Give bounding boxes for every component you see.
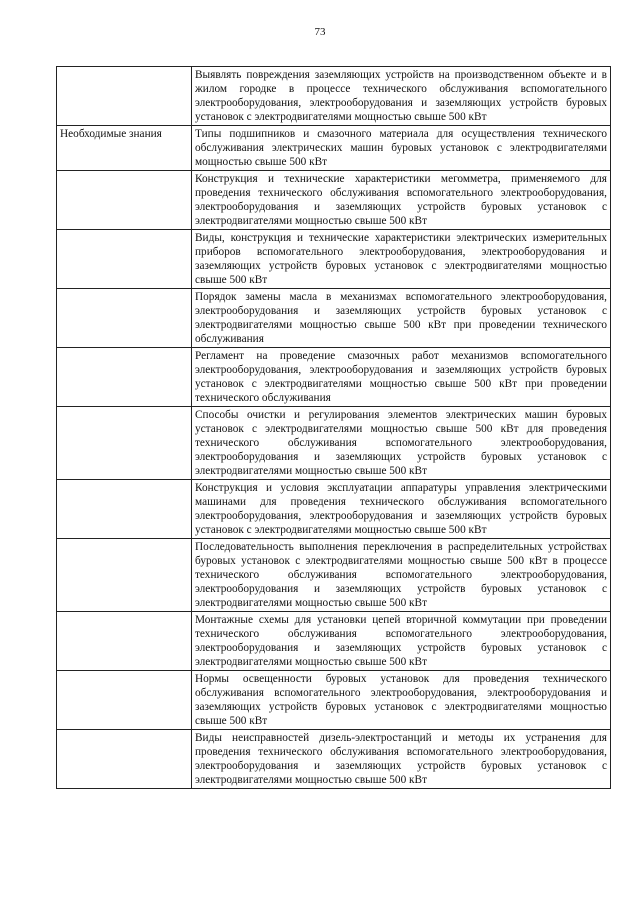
- table-row: [57, 171, 611, 230]
- page-number: 73: [314, 26, 326, 38]
- row-label: [57, 539, 192, 612]
- row-label: [57, 289, 192, 348]
- row-label: [57, 171, 192, 230]
- row-description: Порядок замены масла в механизмах вспомогательного электрооборудования, электрооборудования и заземляющих устройств буровых установок с электродвигателями мощностью свыше 500 кВт при проведении технического обслуживания: [192, 289, 611, 348]
- row-description: Конструкция и технические характеристики мегомметра, применяемого для проведения технического обслуживания вспомогательного электрооборудования, электрооборудования и заземляющих устройств буровых установок с электродвигателями мощностью свыше 500 кВт: [192, 171, 611, 230]
- row-label: [57, 348, 192, 407]
- row-label: [57, 407, 192, 480]
- table-row: [57, 539, 611, 612]
- row-label: Необходимые знания: [57, 126, 192, 171]
- row-description: Регламент на проведение смазочных работ механизмов вспомогательного электрооборудования, электрооборудования и заземляющих устройств буровых установок с электродвигателями мощностью свыше 500 кВт при проведении технического обслуживания: [192, 348, 611, 407]
- row-label: [57, 230, 192, 289]
- table-row: [57, 671, 611, 730]
- row-label: [57, 671, 192, 730]
- table-row: [57, 480, 611, 539]
- row-description: Монтажные схемы для установки цепей вторичной коммутации при проведении технического обслуживания вспомогательного электрооборудования, электрооборудования и заземляющих устройств буровых установок с электродвигателями мощностью свыше 500 кВт: [192, 612, 611, 671]
- row-description: Виды, конструкция и технические характеристики электрических измерительных приборов вспомогательного электрооборудования, электрооборудования и заземляющих устройств буровых установок с электродвигателями мощностью свыше 500 кВт: [192, 230, 611, 289]
- table-row: [57, 230, 611, 289]
- table-row: [57, 289, 611, 348]
- table-row: [57, 348, 611, 407]
- row-description: Типы подшипников и смазочного материала для осуществления технического обслуживания электрических машин буровых установок с электродвигателями мощностью свыше 500 кВт: [192, 126, 611, 171]
- table-row: [57, 612, 611, 671]
- row-description: Нормы освещенности буровых установок для проведения технического обслуживания вспомогательного электрооборудования, электрооборудования и заземляющих устройств буровых установок с электродвигателями мощностью свыше 500 кВт: [192, 671, 611, 730]
- row-description: Последовательность выполнения переключения в распределительных устройствах буровых установок с электродвигателями мощностью свыше 500 кВт в процессе технического обслуживания вспомогательного электрооборудования, электрооборудования и заземляющих устройств буровых установок с электродвигателями мощностью свыше 500 кВт: [192, 539, 611, 612]
- row-label: [57, 612, 192, 671]
- row-description: Выявлять повреждения заземляющих устройств на производственном объекте и в жилом городке в процессе технического обслуживания вспомогательного электрооборудования, электрооборудования и заземляющих устройств буровых установок с электродвигателями мощностью свыше 500 кВт: [192, 67, 611, 126]
- table-row: [57, 407, 611, 480]
- table-row: [57, 126, 611, 171]
- knowledge-table: [56, 66, 611, 789]
- table-row: [57, 67, 611, 126]
- row-label: [57, 480, 192, 539]
- row-description: Способы очистки и регулирования элементов электрических машин буровых установок с электродвигателями мощностью свыше 500 кВт для проведения технического обслуживания вспомогательного электрооборудования, электрооборудования и заземляющих устройств буровых установок с электродвигателями мощностью свыше 500 кВт: [192, 407, 611, 480]
- row-description: Виды неисправностей дизель-электростанций и методы их устранения для проведения технического обслуживания вспомогательного электрооборудования, электрооборудования и заземляющих устройств буровых установок с электродвигателями мощностью свыше 500 кВт: [192, 730, 611, 789]
- table-row: [57, 730, 611, 789]
- row-description: Конструкция и условия эксплуатации аппаратуры управления электрическими машинами для проведения технического обслуживания вспомогательного электрооборудования, электрооборудования и заземляющих устройств буровых установок с электродвигателями мощностью свыше 500 кВт: [192, 480, 611, 539]
- row-label: [57, 67, 192, 126]
- row-label: [57, 730, 192, 789]
